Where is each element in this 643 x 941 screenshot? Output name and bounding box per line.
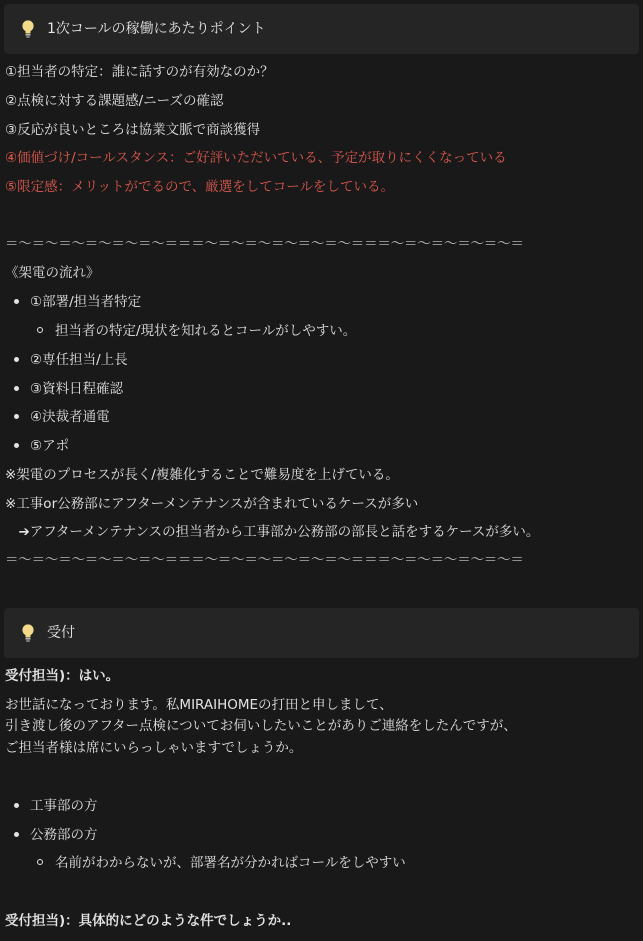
reception-line-1: 受付担当)：はい。	[5, 668, 120, 684]
flow-sub-item: 担当者の特定/現状を知れるとコールがしやすい。	[55, 323, 357, 339]
bullet	[14, 357, 19, 362]
reception-sub-item: 名前がわからないが、部署名が分かればコールをしやすい	[55, 855, 406, 871]
bullet	[14, 386, 19, 391]
bullet	[14, 832, 19, 837]
flow-item-5: ⑤アポ	[30, 438, 70, 454]
point-2: ②点検に対する課題感/ニーズの確認	[5, 93, 224, 109]
script-line-2: 引き渡し後のアフター点検についてお伺いしたいことがありご連絡をしたんですが、	[5, 718, 517, 734]
bullet	[14, 443, 19, 448]
callout-reception	[4, 608, 639, 658]
flow-heading: 《架電の流れ》	[5, 265, 100, 281]
separator: ＝〜＝〜＝〜＝〜＝〜＝〜＝＝＝〜＝〜＝〜＝〜＝〜＝〜＝＝＝〜＝〜＝〜＝〜＝〜＝	[5, 236, 524, 252]
note-3: ➔アフターメンテナンスの担当者から工事部か公務部の部長と話をするケースが多い。	[5, 524, 540, 540]
bullet	[14, 299, 19, 304]
separator: ＝〜＝〜＝〜＝〜＝〜＝〜＝＝＝〜＝〜＝〜＝〜＝〜＝〜＝＝＝〜＝〜＝〜＝〜＝〜＝	[5, 552, 524, 568]
lightbulb-icon	[21, 19, 35, 39]
reception-item-1: 工事部の方	[30, 798, 98, 814]
flow-item-3: ③資料日程確認	[30, 381, 124, 397]
flow-item-1: ①部署/担当者特定	[30, 294, 142, 310]
lightbulb-icon	[21, 623, 35, 643]
note-2: ※工事or公務部にアフターメンテナンスが含まれているケースが多い	[5, 496, 419, 512]
script-line-1: お世話になっております。私MIRAIHOMEの打田と申しまして、	[5, 697, 393, 713]
bullet	[14, 414, 19, 419]
point-3: ③反応が良いところは協業文脈で商談獲得	[5, 122, 261, 138]
flow-item-4: ④決裁者通電	[30, 409, 110, 425]
point-5: ⑤限定感：メリットがでるので、厳選をしてコールをしている。	[5, 179, 395, 195]
bullet	[14, 803, 19, 808]
reception-item-2: 公務部の方	[30, 827, 98, 843]
callout-title: 受付	[47, 624, 75, 641]
point-4: ④価値づけ/コールスタンス：ご好評いただいている、予定が取りにくくなっている	[5, 150, 507, 166]
sub-bullet	[37, 327, 43, 333]
sub-bullet	[37, 859, 43, 865]
script-line-3: ご担当者様は席にいらっしゃいますでしょうか。	[5, 740, 303, 756]
callout-title: 1次コールの稼働にあたりポイント	[47, 20, 266, 37]
flow-item-2: ②専任担当/上長	[30, 352, 128, 368]
note-1: ※架電のプロセスが長く/複雑化することで難易度を上げている。	[5, 467, 399, 483]
callout-points	[4, 4, 639, 54]
point-1: ①担当者の特定：誰に話すのが有効なのか？	[5, 64, 274, 80]
reception-line-2: 受付担当)：具体的にどのような件でしょうか..	[5, 913, 292, 929]
